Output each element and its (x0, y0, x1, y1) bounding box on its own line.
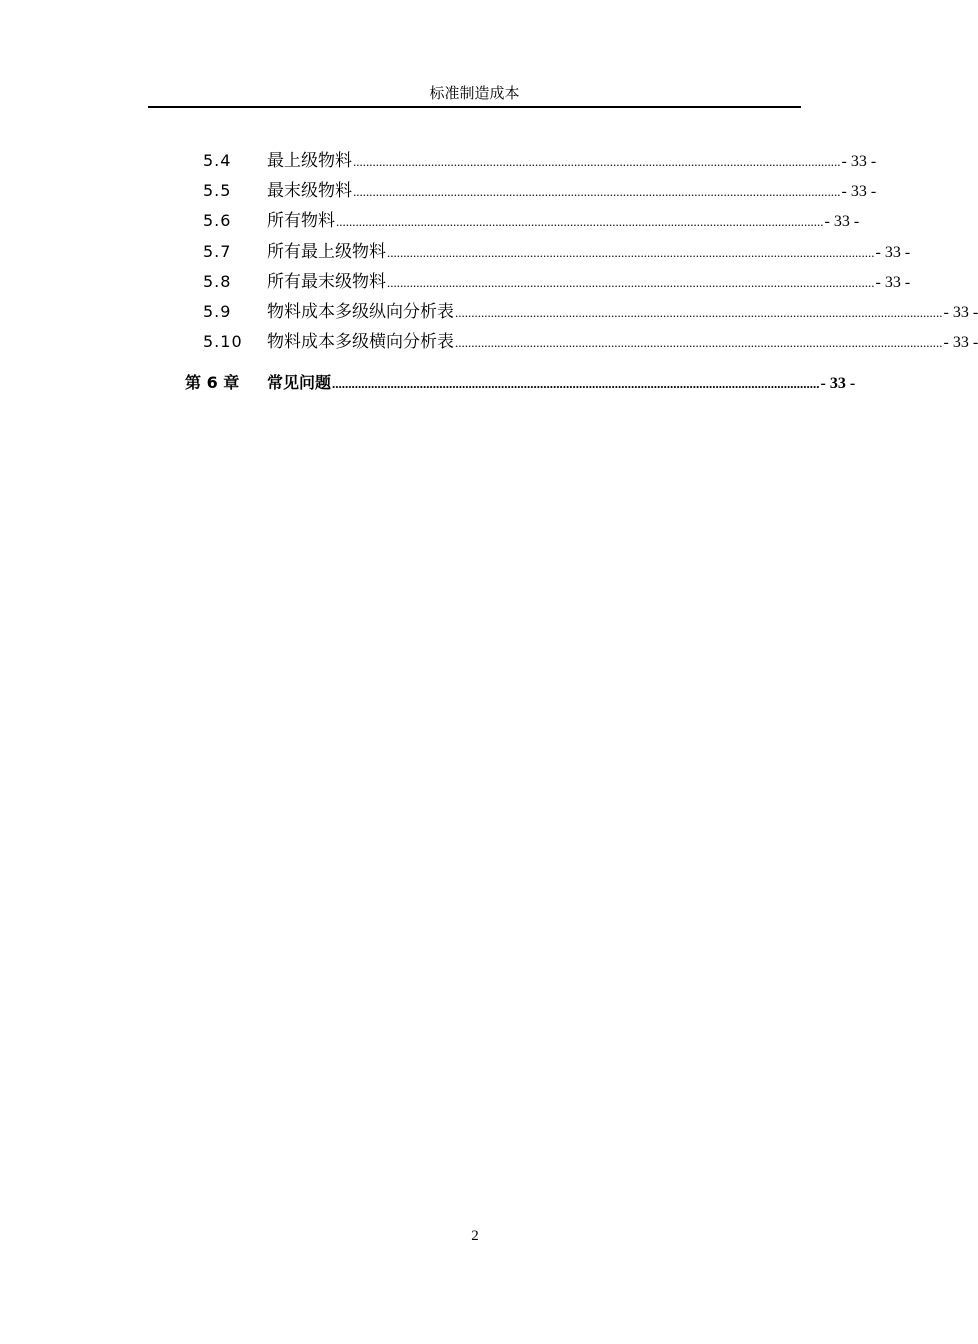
toc-entry-5-6[interactable] (185, 206, 860, 231)
toc-entry-number: 5.6 (203, 211, 232, 230)
toc-dot-leader: ...................................................................................................................................................... (387, 245, 875, 260)
toc-entry-page: - 33 - (824, 213, 860, 230)
toc-chapter-6[interactable] (185, 370, 856, 394)
toc-dot-leader: ...................................................................................................................................................... (353, 154, 841, 169)
toc-entry-5-8[interactable] (185, 267, 911, 292)
toc-chapter-page: - 33 - (820, 375, 856, 392)
toc-entry-title: 所有最上级物料 (267, 242, 386, 262)
toc-entry-title: 物料成本多级纵向分析表 (267, 302, 454, 322)
toc-dot-leader: ...................................................................................................................................................... (455, 305, 943, 320)
toc-entry-title: 物料成本多级横向分析表 (267, 332, 454, 352)
toc-entry-title: 最上级物料 (267, 151, 352, 171)
toc-entry-5-9[interactable] (185, 297, 978, 322)
table-of-contents (185, 0, 978, 400)
page-number: 2 (471, 1228, 479, 1244)
toc-entry-title: 所有最末级物料 (267, 272, 386, 292)
page-header-title: 标准制造成本 (429, 84, 520, 102)
toc-entry-page: - 33 - (943, 334, 978, 351)
toc-entry-page: - 33 - (943, 304, 978, 321)
toc-entry-number: 5.9 (203, 302, 232, 321)
toc-chapter-number: 第 6 章 (185, 373, 240, 392)
toc-dot-leader: ...................................................................................................................................................... (455, 335, 943, 350)
toc-entry-5-10[interactable] (185, 327, 978, 352)
toc-dot-leader: ...................................................................................................................................................... (353, 184, 841, 199)
toc-entry-number: 5.7 (203, 242, 232, 261)
toc-dot-leader: ...................................................................................................................................................... (332, 376, 820, 391)
toc-dot-leader: ...................................................................................................................................................... (387, 275, 875, 290)
toc-dot-leader: ...................................................................................................................................................... (336, 214, 824, 229)
toc-entry-page: - 33 - (875, 274, 911, 291)
toc-entry-number: 5.8 (203, 272, 232, 291)
toc-entry-page: - 33 - (875, 244, 911, 261)
toc-entry-title: 所有物料 (267, 211, 335, 231)
toc-entry-title: 最末级物料 (267, 181, 352, 201)
toc-entry-page: - 33 - (841, 153, 877, 170)
toc-entry-5-7[interactable] (185, 237, 911, 262)
toc-entry-5-5[interactable] (185, 176, 877, 201)
toc-entry-number: 5.10 (203, 332, 243, 351)
toc-chapter-title: 常见问题 (267, 373, 332, 392)
toc-entry-5-4[interactable] (185, 146, 877, 171)
toc-entry-page: - 33 - (841, 183, 877, 200)
toc-entry-number: 5.4 (203, 151, 232, 170)
toc-entry-number: 5.5 (203, 181, 232, 200)
